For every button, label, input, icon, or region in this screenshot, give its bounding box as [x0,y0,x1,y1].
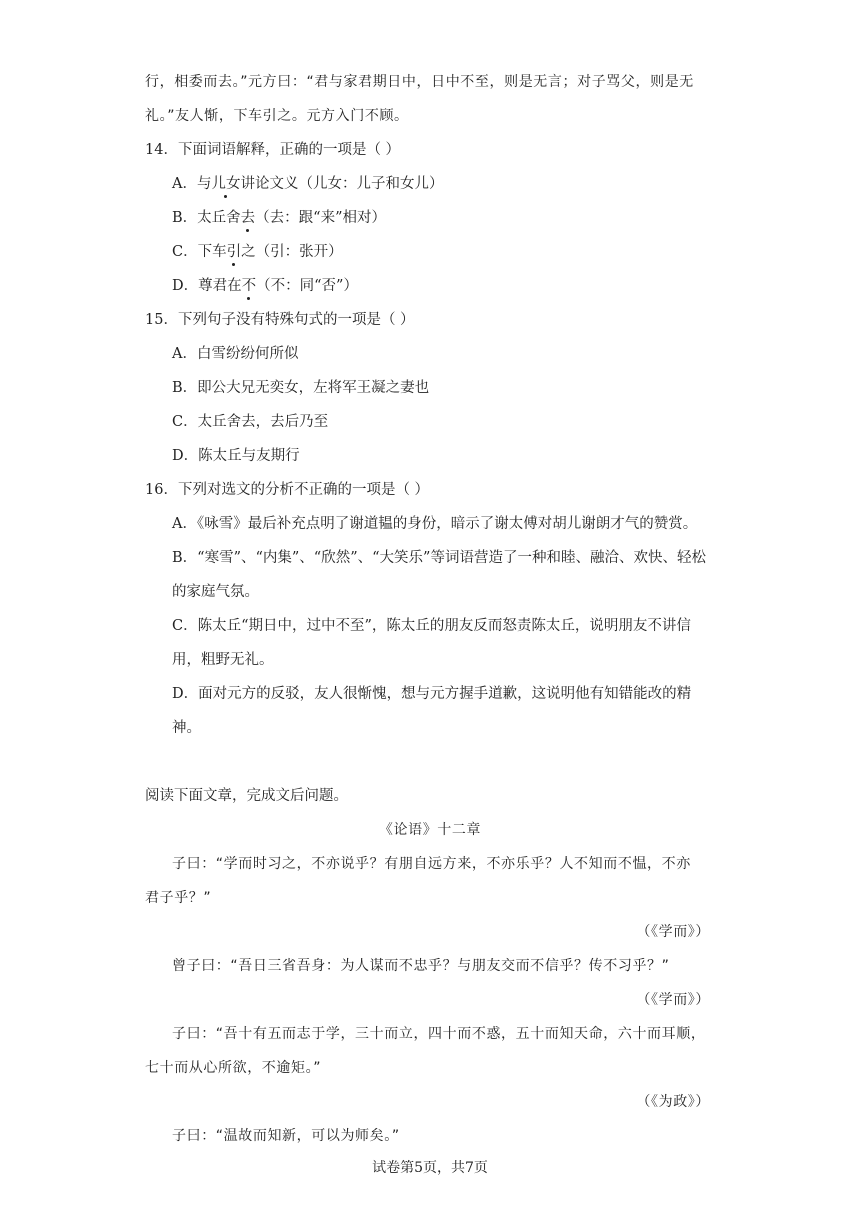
option-a-prefix: A．与 [172,176,212,192]
option-a-suffix: 讲论文义（儿女：儿子和女儿） [240,176,444,192]
analects-paragraph-3-line-2: 七十而从心所欲，不逾矩。” [145,1060,322,1076]
option-b-suffix: （去：跟“来”相对） [255,210,386,226]
option-d-prefix: D．尊君在 [172,278,242,294]
question-14-stem: 14．下面词语解释，正确的一项是（ ） [145,142,401,158]
passage-line-1: 行，相委而去。”元方曰：“君与家君期日中，日中不至，则是无言；对子骂父，则是无 [145,74,694,90]
emphasis-dot-text: 引 [226,244,242,260]
question-16-option-c-line-2: 用，粗野无礼。 [172,652,274,668]
analects-source-3: （《为政》） [636,1094,710,1110]
analects-paragraph-1-line-2: 君子乎？” [145,890,212,906]
question-15-option-d: D．陈太丘与友期行 [172,448,300,464]
question-16-option-b-line-2: 的家庭气氛。 [172,584,259,600]
question-16-option-b-line-1: B．“寒雪”、“内集”、“欣然”、“大笑乐”等词语营造了一种和睦、融洽、欢快、轻松 [172,550,706,566]
emphasis-dot-text: 去 [240,210,256,226]
question-14-option-b [172,208,752,228]
emphasis-dot-text: 儿女 [211,176,241,192]
question-15-option-a: A．白雪纷纷何所似 [172,346,299,362]
passage-line-2: 礼。”友人惭，下车引之。元方入门不顾。 [145,108,409,124]
question-16-stem: 16．下列对选文的分析不正确的一项是（ ） [145,482,430,498]
analects-paragraph-1-line-1: 子曰：“学而时习之，不亦说乎？有朋自远方来，不亦乐乎？人不知而不愠，不亦 [172,856,691,872]
reading-intro: 阅读下面文章，完成文后问题。 [145,788,348,804]
question-16-option-d-line-1: D．面对元方的反驳，友人很惭愧，想与元方握手道歉，这说明他有知错能改的精 [172,686,692,702]
analects-source-1: （《学而》） [636,924,710,940]
option-b-prefix: B．太丘舍 [172,210,241,226]
question-15-stem: 15．下列句子没有特殊句式的一项是（ ） [145,312,415,328]
reading-title: 《论语》十二章 [378,822,482,838]
analects-paragraph-3-line-1: 子曰：“吾十有五而志于学，三十而立，四十而不惑，五十而知天命，六十而耳顺， [172,1026,706,1042]
option-c-suffix: 之（引：张开） [241,244,343,260]
analects-paragraph-4: 子曰：“温故而知新，可以为师矣。” [172,1128,400,1144]
page-footer: 试卷第5页，共7页 [372,1160,488,1176]
emphasis-dot-text: 不 [241,278,257,294]
question-15-option-b: B．即公大兄无奕女，左将军王凝之妻也 [172,380,430,396]
analects-paragraph-2: 曾子曰：“吾日三省吾身：为人谋而不忠乎？与朋友交而不信乎？传不习乎？” [172,958,670,974]
question-15-option-c: C．太丘舍去，去后乃至 [172,414,329,430]
analects-source-2: （《学而》） [636,992,710,1008]
question-16-option-d-line-2: 神。 [172,720,201,736]
question-16-option-c-line-1: C．陈太丘“期日中，过中不至”，陈太丘的朋友反而怒责陈太丘，说明朋友不讲信 [172,618,691,634]
question-14-option-d [172,276,752,296]
option-d-suffix: （不：同“否”） [256,278,358,294]
question-16-option-a: A．《咏雪》最后补充点明了谢道韫的身份，暗示了谢太傅对胡儿谢朗才气的赞赏。 [172,516,698,532]
question-14-option-a [172,174,752,194]
option-c-prefix: C．下车 [172,244,227,260]
question-14-option-c [172,242,752,262]
